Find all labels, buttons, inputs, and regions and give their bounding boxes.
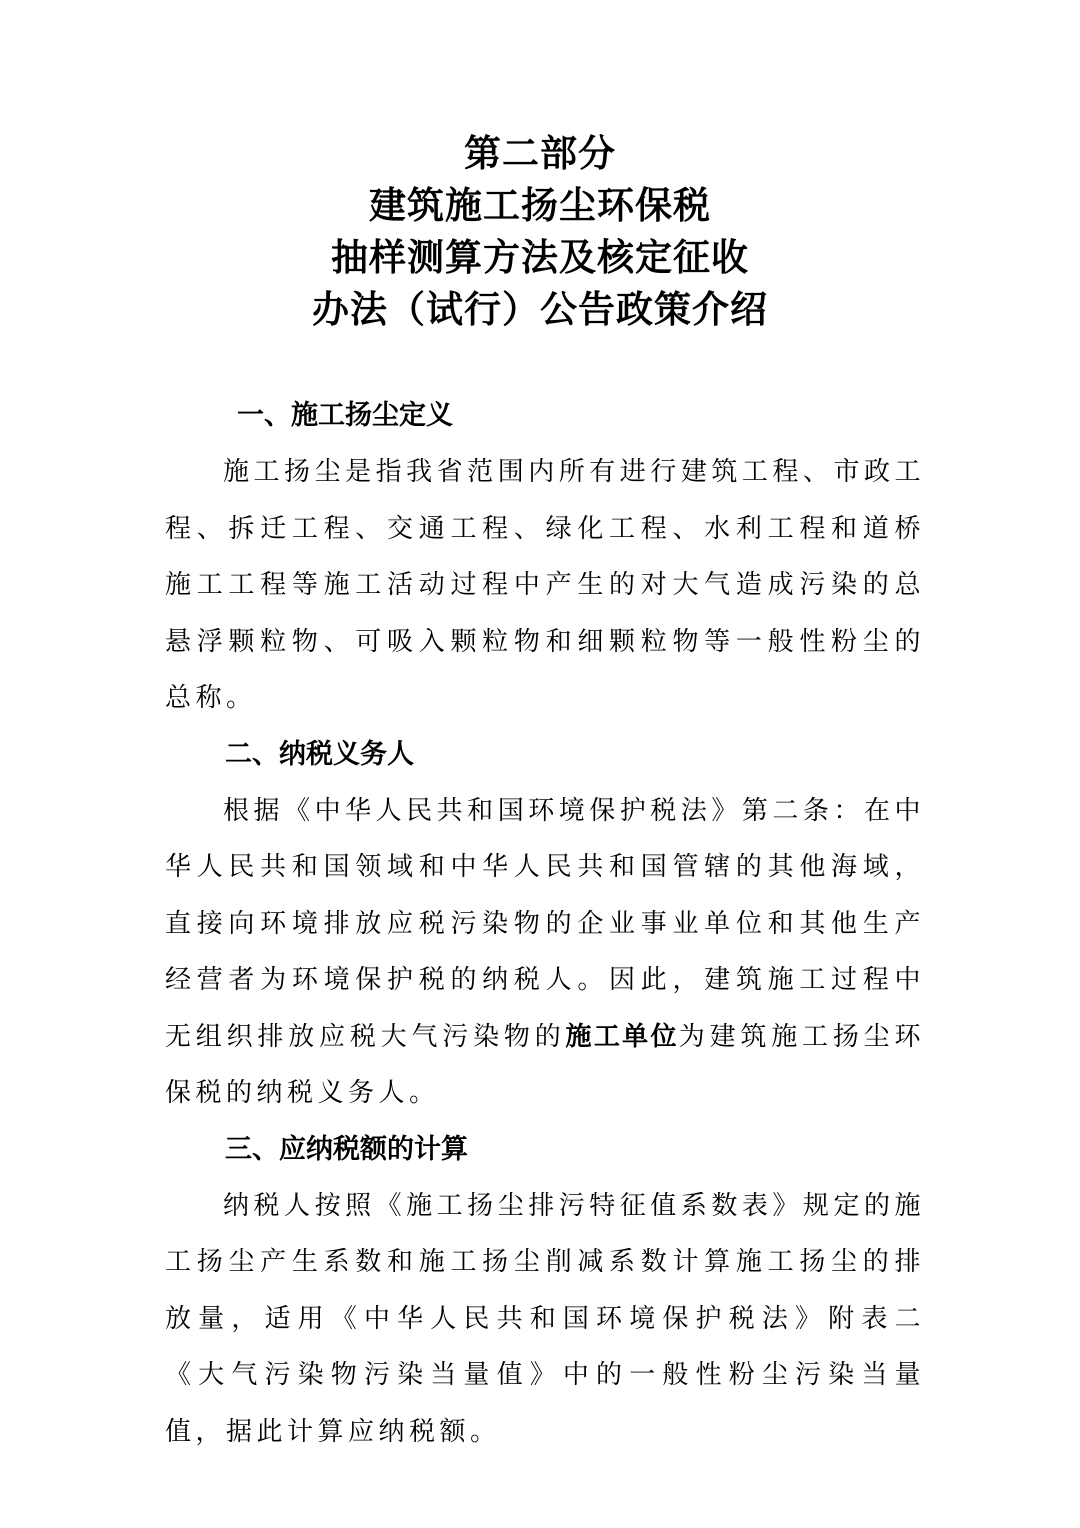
section-heading-definition: 一、施工扬尘定义: [237, 400, 453, 431]
section-paragraph-calculation: 纳税人按照《施工扬尘排污特征值系数表》规定的施工扬尘产生系数和施工扬尘削减系数计算施工扬尘的排放量，适用《中华人民共和国环境保护税法》附表二《大气污染物污染当量值》中的一般性粉尘污染当量值，据此计算应纳税额。: [165, 1190, 925, 1447]
section-heading-taxpayer: 二、纳税义务人: [225, 738, 414, 770]
title-line-4: 办法（试行）公告政策介绍: [312, 288, 768, 331]
section-heading-calculation: 三、应纳税额的计算: [225, 1133, 468, 1165]
document-title: [0, 128, 1080, 336]
title-line-1: 第二部分: [464, 132, 616, 175]
taxpayer-text-before: 根据《中华人民共和国环境保护税法》第二条：在中华人民共和国领域和中华人民共和国管辖的其他海域，直接向环境排放应税污染物的企业事业单位和其他生产经营者为环境保护税的纳税人。因此，建筑施工过程中无组织排放应税大气污染物的: [165, 795, 925, 1052]
section-paragraph-definition: 施工扬尘是指我省范围内所有进行建筑工程、市政工程、拆迁工程、交通工程、绿化工程、水利工程和道桥施工工程等施工活动过程中产生的对大气造成污染的总悬浮颗粒物、可吸入颗粒物和细颗粒物等一般性粉尘的总称。: [165, 457, 925, 713]
section-paragraph-taxpayer: [165, 783, 925, 1122]
taxpayer-emphasis: 施工单位: [565, 1021, 679, 1052]
title-line-2: 建筑施工扬尘环保税: [369, 184, 711, 227]
title-line-3: 抽样测算方法及核定征收: [331, 236, 749, 279]
document-body: [165, 388, 925, 1460]
taxpayer-text-after: 为建筑施工扬尘环保税的纳税义务人。: [165, 1021, 925, 1108]
